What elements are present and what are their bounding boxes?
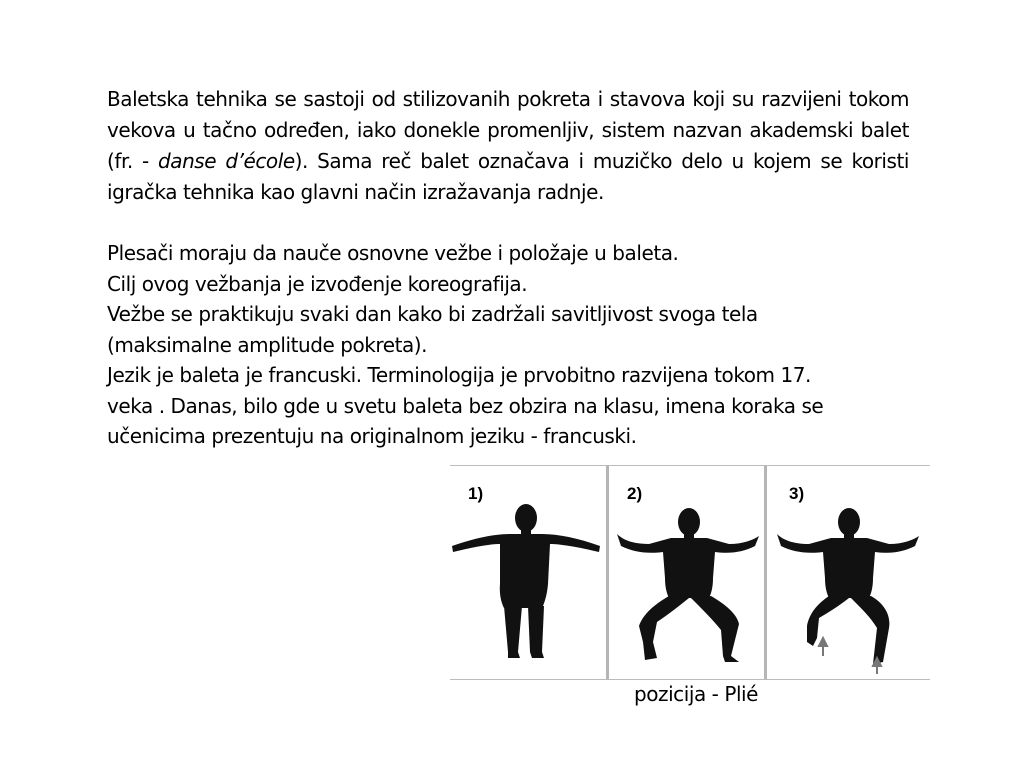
body-line: Jezik je baleta je francuski. Terminologija je prvobitno razvijena tokom 17.: [107, 363, 811, 387]
body-line: veka . Danas, bilo gde u svetu baleta bez obzira na klasu, imena koraka se: [107, 393, 824, 418]
figure-caption: pozicija - Plié: [634, 682, 759, 706]
panel-3-label: 3): [789, 484, 805, 503]
body-line: učenicima prezentuju na originalnom jeziku - francuski.: [107, 424, 637, 448]
panel-1-label: 1): [468, 484, 484, 503]
body-line: Vežbe se praktikuju svaki dan kako bi zadržali savitljivost svoga tela: [107, 302, 758, 326]
body-line: Plesači moraju da nauče osnovne vežbe i položaje u baleta.: [107, 241, 679, 265]
intro-text-start: Baletska tehnika se sastoji od stilizovanih pokreta i stavova koji su razvijeni tokom vekova u tačno određen, iako donekle promenljiv, sistem nazvan akademski balet (fr. -: [107, 87, 909, 173]
figure-panel-1: [450, 466, 606, 679]
panel-2-label: 2): [627, 484, 643, 503]
plie-positions-figure: [450, 465, 930, 680]
intro-text-italic: danse d’école: [158, 149, 295, 173]
figure-panel-2: [609, 466, 764, 679]
body-paragraph: [107, 238, 909, 452]
intro-paragraph: [107, 84, 909, 208]
intro-text-end: ). Sama reč balet označava i muzičko delo u kojem se koristi igračka tehnika kao glavni način izražavanja radnje.: [107, 149, 910, 204]
body-line: Cilj ovog vežbanja je izvođenje koreografija.: [107, 271, 528, 296]
body-line: (maksimalne amplitude pokreta).: [107, 332, 428, 357]
figure-panel-3: [767, 466, 930, 679]
